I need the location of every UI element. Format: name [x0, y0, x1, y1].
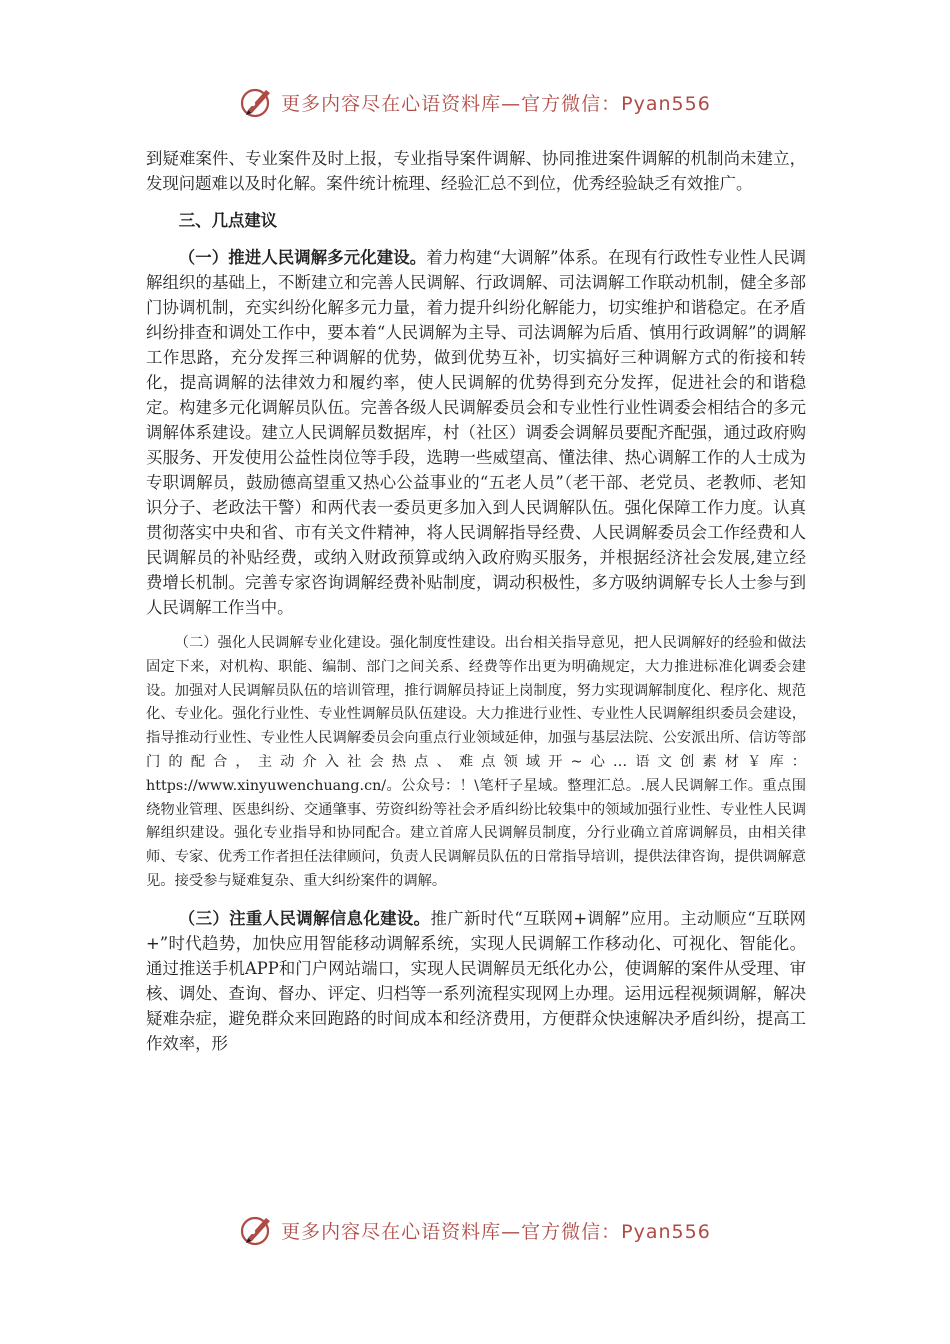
paragraph-suggestion-2: （二）强化人民调解专业化建设。强化制度性建设。出台相关指导意见，把人民调解好的经验和做法固定下来，对机构、职能、编制、部门之间关系、经费等作出更为明确规定，大力推进标准化调委会建设。加强对人民调解员队伍的培训管理，推行调解员持证上岗制度，努力实现调解制度化、程序化、规范化、专业化。强化行业性、专业性调解员队伍建设。大力推进行业性、专业性人民调解组织委员会建设，指导推动行业性、专业性人民调解委员会向重点行业领域延伸，加强与基层法院、公安派出所、信访等部门的配合，主动介入社会热点、难点领域开~心…语文创素材￥库：https://www.xinyuwenchuang.cn/。公众号：！\笔杆子星域。整理汇总。.展人民调解工作。重点围绕物业管理、医患纠纷、交通肇事、劳资纠纷等社会矛盾纠纷比较集中的领域加强行业性、专业性人民调解组织建设。强化专业指导和协同配合。建立首席人民调解员制度，分行业确立首席调解员，由相关律师、专家、优秀工作者担任法律顾问，负责人民调解员队伍的日常指导培训，提供法律咨询，提供调解意见。接受参与疑难复杂、重大纠纷案件的调解。 — [146, 635, 806, 889]
paragraph-suggestion-1 — [146, 245, 806, 620]
suggestion-3-title: （三）注重人民调解信息化建设。 — [178, 908, 431, 928]
pen-logo-icon — [239, 84, 275, 120]
suggestion-1-body: 着力构建“大调解”体系。在现有行政性专业性人民调解组织的基础上，不断建立和完善人民调解、行政调解、司法调解工作联动机制，健全多部门协调机制，充实纠纷化解多元力量，着力提升纠纷化解能力，切实维护和谐稳定。在矛盾纠纷排查和调处工作中，要本着“人民调解为主导、司法调解为后盾、慎用行政调解”的调解工作思路，充分发挥三种调解的优势，做到优势互补，切实搞好三种调解方式的衔接和转化，提高调解的法律效力和履约率，使人民调解的优势得到充分发挥，促进社会的和谐稳定。构建多元化调解员队伍。完善各级人民调解委员会和专业性行业性调委会相结合的多元调解体系建设。建立人民调解员数据库，村（社区）调委会调解员要配齐配强，通过政府购买服务、开发使用公益性岗位等手段，选聘一些威望高、懂法律、热心调解工作的人士成为专职调解员，鼓励德高望重又热心公益事业的“五老人员”（老干部、老党员、老教师、老知识分子、老政法干警）和两代表一委员更多加入到人民调解队伍。强化保障工作力度。认真贯彻落实中央和省、市有关文件精神，将人民调解指导经费、人民调解委员会工作经费和人民调解员的补贴经费，或纳入财政预算或纳入政府购买服务，并根据经济社会发展,建立经费增长机制。完善专家咨询调解经费补贴制度，调动积极性，多方吸纳调解专长人士参与到人民调解工作当中。 — [146, 248, 806, 617]
section-heading: 三、几点建议 — [178, 211, 278, 230]
document-body — [146, 146, 806, 1056]
pen-logo-icon — [239, 1212, 275, 1248]
paragraph-suggestion-3 — [146, 906, 806, 1056]
paragraph-continued: 到疑难案件、专业案件及时上报，专业指导案件调解、协同推进案件调解的机制尚未建立，发现问题难以及时化解。案件统计梳理、经验汇总不到位，优秀经验缺乏有效推广。 — [146, 149, 806, 193]
header-banner — [0, 82, 950, 122]
suggestion-3-body: 推广新时代“互联网+调解”应用。主动顺应“互联网+”时代趋势，加快应用智能移动调解系统，实现人民调解工作移动化、可视化、智能化。通过推送手机APP和门户网站端口，实现人民调解员无纸化办公，使调解的案件从受理、审核、调处、查询、督办、评定、归档等一系列流程实现网上办理。运用远程视频调解，解决疑难杂症，避免群众来回跑路的时间成本和经济费用，方便群众快速解决矛盾纠纷，提高工作效率，形 — [146, 908, 807, 1053]
footer-banner — [0, 1210, 950, 1250]
banner-text: 更多内容尽在心语资料库—官方微信：Pyan556 — [281, 92, 711, 115]
banner-text: 更多内容尽在心语资料库—官方微信：Pyan556 — [281, 1220, 711, 1243]
suggestion-1-title: （一）推进人民调解多元化建设。 — [178, 248, 427, 267]
